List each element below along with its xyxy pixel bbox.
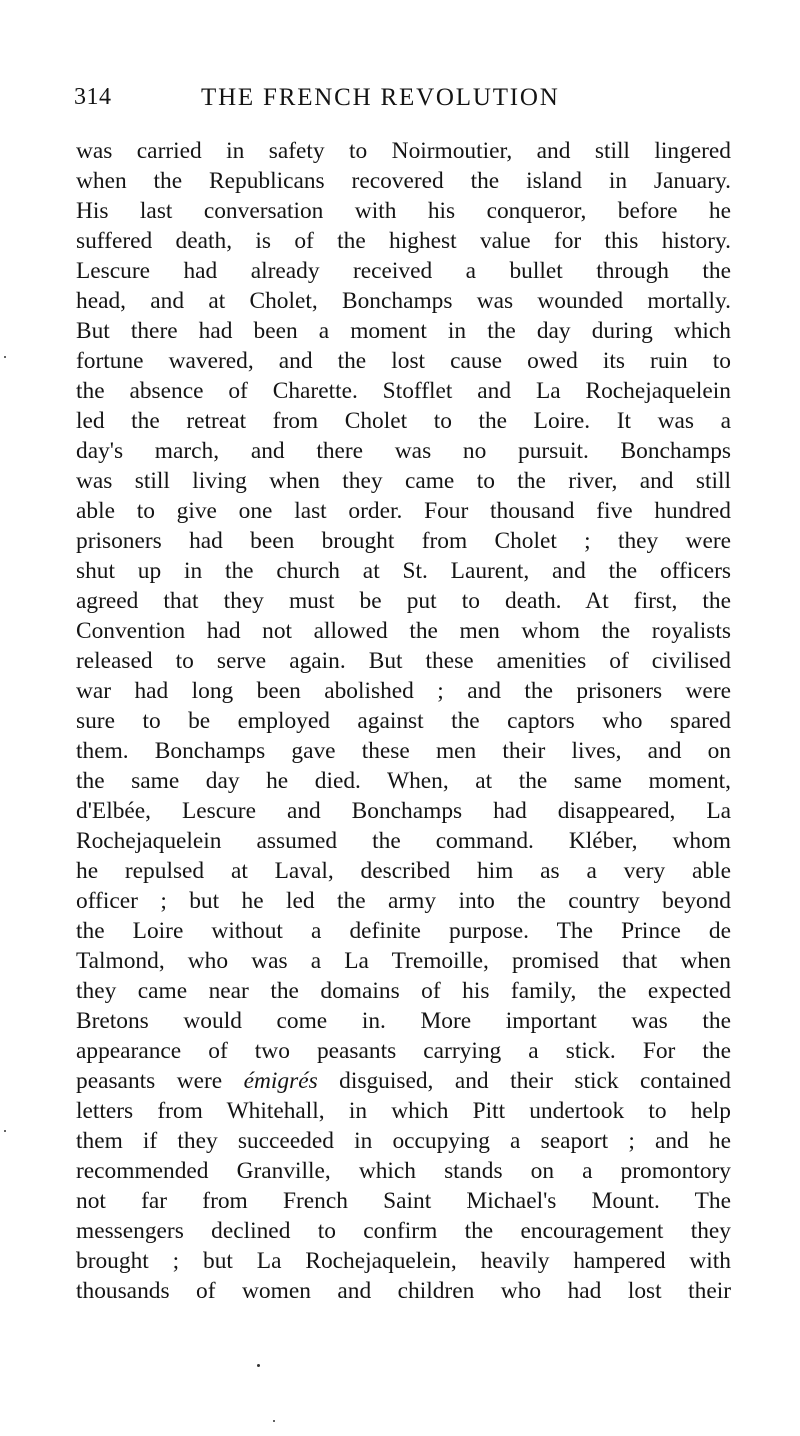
text-line: His last conversation with his conqueror, before he	[76, 198, 731, 224]
page-header	[74, 84, 734, 120]
text-line: brought ; but La Rochejaquelein, heavily hampered with	[76, 1248, 731, 1274]
text-line: appearance of two peasants carrying a stick. For the	[76, 1038, 731, 1064]
text-line: them. Bonchamps gave these men their lives, and on	[76, 738, 731, 764]
text-line: day's march, and there was no pursuit. Bonchamps	[76, 438, 731, 464]
italic-word: émigrés	[243, 1068, 318, 1094]
text-line: d'Elbée, Lescure and Bonchamps had disappeared, La	[76, 798, 731, 824]
text-segment: peasants were	[76, 1068, 244, 1094]
text-line: Bretons would come in. More important was the	[76, 1008, 731, 1034]
text-line: the Loire without a definite purpose. The Prince de	[76, 918, 731, 944]
text-line: not far from French Saint Michael's Mount. The	[76, 1188, 731, 1214]
scan-speck	[257, 1364, 260, 1367]
text-line: shut up in the church at St. Laurent, and the officers	[76, 558, 731, 584]
text-line: messengers declined to confirm the encouragement they	[76, 1218, 731, 1244]
text-line: the absence of Charette. Stofflet and La Rochejaquelein	[76, 378, 731, 404]
text-line: head, and at Cholet, Bonchamps was wounded mortally.	[76, 288, 731, 314]
page-number: 314	[74, 84, 112, 110]
text-line: agreed that they must be put to death. At first, the	[76, 588, 731, 614]
body-text	[76, 136, 731, 1306]
text-line: letters from Whitehall, in which Pitt undertook to help	[76, 1098, 731, 1124]
text-line: them if they succeeded in occupying a seaport ; and he	[76, 1128, 731, 1154]
scan-speck	[273, 1420, 275, 1422]
text-line: the same day he died. When, at the same moment,	[76, 768, 731, 794]
text-line: able to give one last order. Four thousand five hundred	[76, 498, 731, 524]
text-line: when the Republicans recovered the island in January.	[76, 168, 731, 194]
text-line: Talmond, who was a La Tremoille, promised that when	[76, 948, 731, 974]
running-title: THE FRENCH REVOLUTION	[201, 84, 560, 111]
text-line: recommended Granville, which stands on a promontory	[76, 1158, 731, 1184]
text-line: was carried in safety to Noirmoutier, and still lingered	[76, 138, 731, 164]
scan-speck	[4, 1130, 6, 1132]
text-line-with-italic	[76, 1066, 731, 1096]
text-line: officer ; but he led the army into the country beyond	[76, 888, 731, 914]
text-line: prisoners had been brought from Cholet ; they were	[76, 528, 731, 554]
text-segment: disguised, and their stick contained	[317, 1068, 731, 1094]
text-line: sure to be employed against the captors who spared	[76, 708, 731, 734]
text-line: led the retreat from Cholet to the Loire. It was a	[76, 408, 731, 434]
text-line: Rochejaquelein assumed the command. Kléber, whom	[76, 828, 731, 854]
text-line: fortune wavered, and the lost cause owed its ruin to	[76, 348, 731, 374]
text-line: thousands of women and children who had lost their	[76, 1278, 731, 1304]
text-line: war had long been abolished ; and the prisoners were	[76, 678, 731, 704]
text-line: suffered death, is of the highest value for this history.	[76, 228, 731, 254]
text-line: released to serve again. But these amenities of civilised	[76, 648, 731, 674]
text-line: they came near the domains of his family, the expected	[76, 978, 731, 1004]
text-line: was still living when they came to the river, and still	[76, 468, 731, 494]
text-line: But there had been a moment in the day during which	[76, 318, 731, 344]
scan-speck	[4, 356, 6, 358]
text-line: Convention had not allowed the men whom the royalists	[76, 618, 731, 644]
text-line: he repulsed at Laval, described him as a very able	[76, 858, 731, 884]
text-line: Lescure had already received a bullet through the	[76, 258, 731, 284]
